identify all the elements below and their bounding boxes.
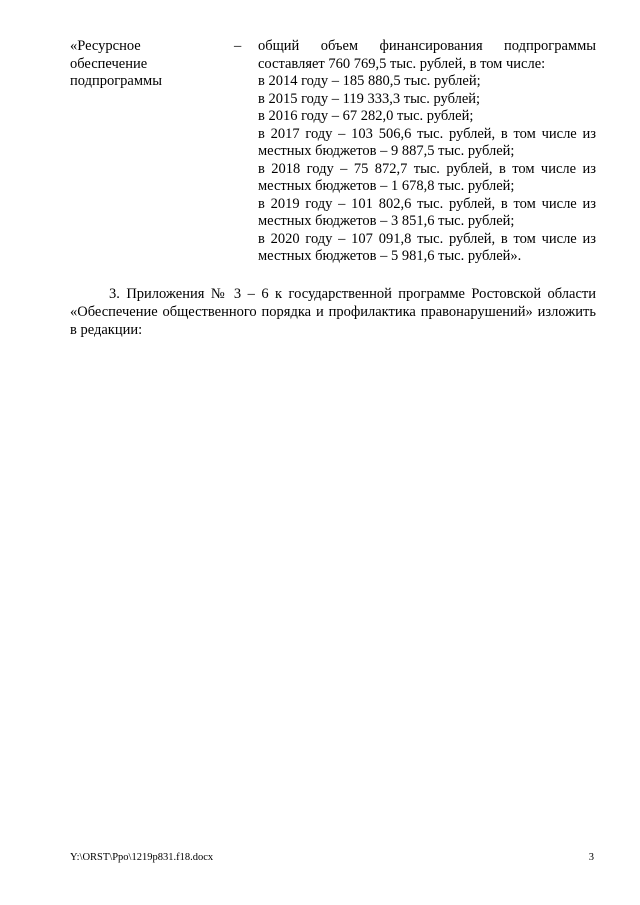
funding-year-2017: в 2017 году – 103 506,6 тыс. рублей, в том числе из местных бюджетов – 9 887,5 тыс. рублей; <box>258 125 596 159</box>
funding-year-2015: в 2015 году – 119 333,3 тыс. рублей; <box>258 90 481 107</box>
funding-year-2019: в 2019 году – 101 802,6 тыс. рублей, в том числе из местных бюджетов – 3 851,6 тыс. рублей; <box>258 195 596 229</box>
footer-file-path: Y:\ORST\Ppo\1219p831.f18.docx <box>70 852 214 863</box>
item-3-paragraph: 3. Приложения № 3 – 6 к государственной программе Ростовской области «Обеспечение общественного порядка и профилактика правонарушений» изложить в редакции: <box>70 286 596 338</box>
label-dash: – <box>234 38 242 54</box>
label-line-1: «Ресурсное <box>70 38 141 54</box>
funding-year-2014: в 2014 году – 185 880,5 тыс. рублей; <box>258 73 481 89</box>
funding-total: общий объем финансирования подпрограммы составляет 760 769,5 тыс. рублей, в том числе: <box>258 38 596 72</box>
funding-year-2016: в 2016 году – 67 282,0 тыс. рублей; <box>258 108 474 124</box>
funding-details <box>258 38 596 266</box>
funding-year-2018: в 2018 году – 75 872,7 тыс. рублей, в том числе из местных бюджетов – 1 678,8 тыс. рублей; <box>258 160 596 194</box>
footer-page-number: 3 <box>588 852 594 863</box>
label-line-2: обеспечение <box>70 55 148 72</box>
label-line-3: подпрограммы <box>70 73 162 89</box>
resource-provision-label <box>70 38 220 91</box>
funding-year-2020: в 2020 году – 107 091,8 тыс. рублей, в том числе из местных бюджетов – 5 981,6 тыс. рублей». <box>258 230 596 264</box>
